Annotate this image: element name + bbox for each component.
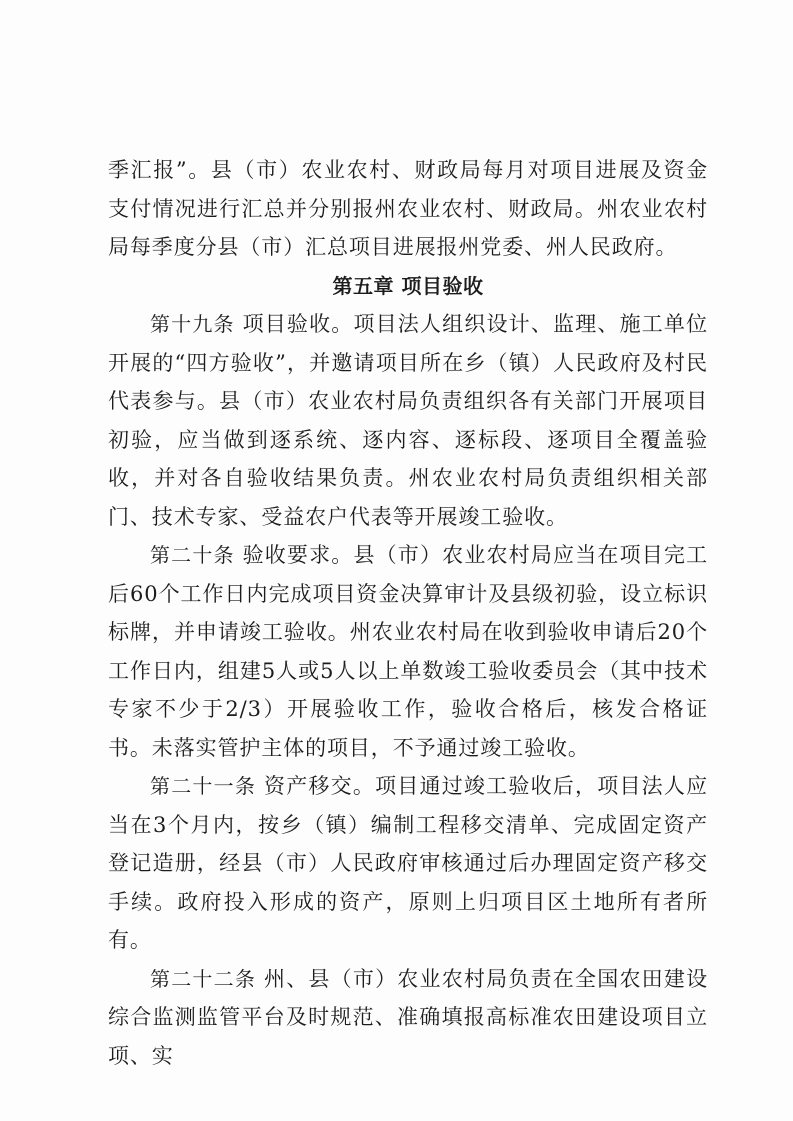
article-label: 第二十条 — [150, 543, 235, 567]
article-text: 资产移交。项目通过竣工验收后，项目法人应当在3个月内，按乡（镇）编制工程移交清单、完成固定资产登记造册，经县（市）人民政府审核通过后办理固定资产移交手续。政府投入形成的资产，原则上归项目区土地所有者所有。 — [108, 774, 709, 952]
article-21 — [108, 767, 708, 960]
continuation-paragraph: 季汇报”。县（市）农业农村、财政局每月对项目进展及资金支付情况进行汇总并分别报州农业农村、财政局。州农业农村局每季度分县（市）汇总项目进展报州党委、州人民政府。 — [108, 158, 708, 259]
article-label: 第十九条 — [150, 312, 235, 336]
article-22 — [108, 960, 708, 1076]
article-label: 第二十一条 — [150, 774, 257, 798]
article-19 — [108, 305, 708, 536]
article-label: 第二十二条 — [150, 966, 257, 991]
article-text: 验收要求。县（市）农业农村局应当在项目完工后60个工作日内完成项目资金决算审计及县级初验，设立标识标牌，并申请竣工验收。州农业农村局在收到验收申请后20个工作日内，组建5人或5人以上单数竣工验收委员会（其中技术专家不少于2/3）开展验收工作，验收合格后，核发合格证书。未落实管护主体的项目，不予通过竣工验收。 — [108, 543, 708, 760]
chapter-heading: 第五章 项目验收 — [332, 273, 484, 298]
article-text: 州、县（市）农业农村局负责在全国农田建设综合监测监管平台及时规范、准确填报高标准农田建设项目立项、实 — [108, 966, 709, 1068]
article-20 — [108, 536, 708, 767]
article-text: 项目验收。项目法人组织设计、监理、施工单位开展的“四方验收”，并邀请项目所在乡（镇）人民政府及村民代表参与。县（市）农业农村局负责组织各有关部门开展项目初验，应当做到逐系统、逐内容、逐标段、逐项目全覆盖验收，并对各自验收结果负责。州农业农村局负责组织相关部门、技术专家、受益农户代表等开展竣工验收。 — [108, 312, 708, 529]
document-body — [108, 151, 708, 1075]
